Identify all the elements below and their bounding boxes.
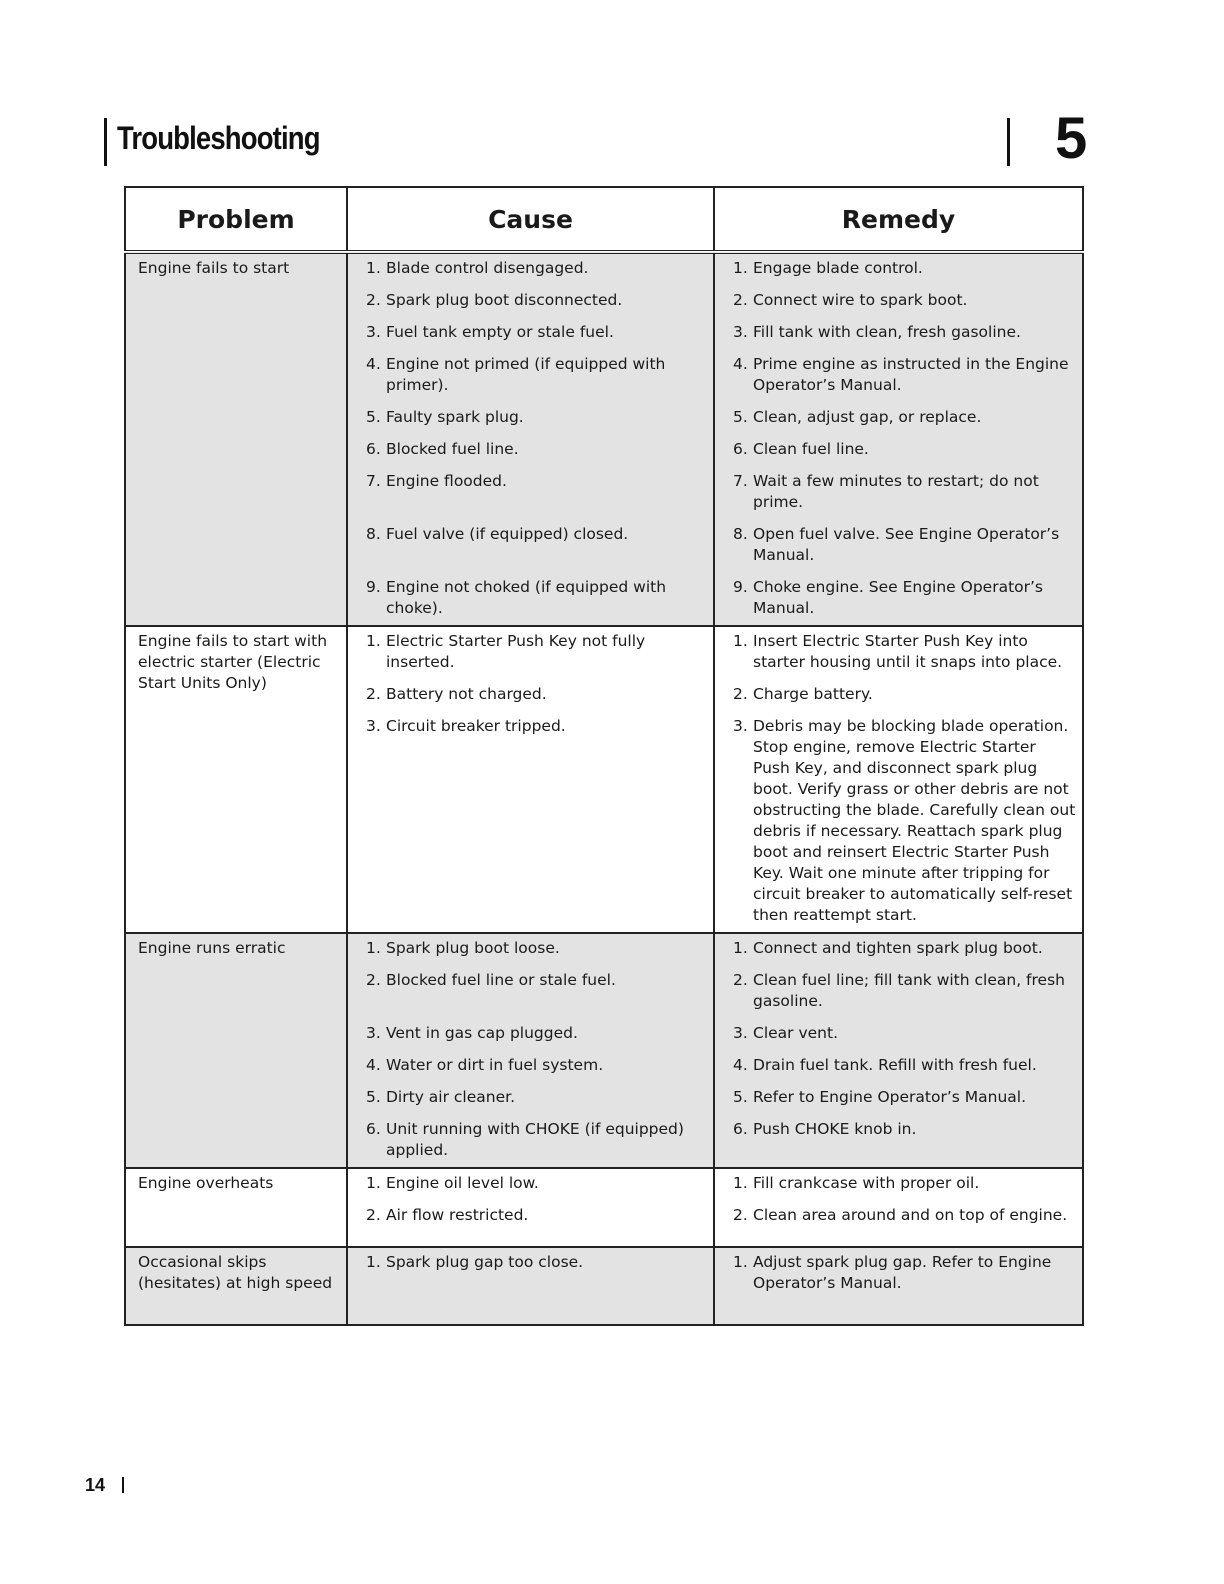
- list-item: [727, 1205, 1076, 1240]
- list-item: [727, 716, 1076, 926]
- cause-text: Dirty air cleaner.: [386, 1088, 515, 1106]
- remedy-text: Open fuel valve. See Engine Operator’s Manual.: [753, 525, 1060, 564]
- item-number: 6.: [733, 1120, 748, 1138]
- cause-cell: [347, 1247, 714, 1325]
- problem-cell: [125, 933, 347, 1168]
- list-item: [727, 1055, 1076, 1087]
- cause-text: Blocked fuel line or stale fuel.: [386, 971, 616, 989]
- cause-text: Electric Starter Push Key not fully inserted.: [386, 632, 646, 671]
- list-item: [360, 1205, 707, 1240]
- table-row: [125, 1247, 1083, 1325]
- cause-text: Fuel tank empty or stale fuel.: [386, 323, 614, 341]
- list-item: [360, 1119, 707, 1161]
- cause-cell: [347, 626, 714, 933]
- list-item: [727, 1252, 1076, 1318]
- list-item: [727, 577, 1076, 619]
- column-header-cause: Cause: [347, 187, 714, 252]
- remedy-cell: [714, 626, 1083, 933]
- list-item: [360, 631, 707, 684]
- item-number: 7.: [733, 472, 748, 490]
- table-header-row: [125, 187, 1083, 252]
- remedy-text: Clear vent.: [753, 1024, 839, 1042]
- list-item: [360, 258, 707, 290]
- item-number: 4.: [366, 355, 381, 373]
- item-number: 2.: [733, 1206, 748, 1224]
- cause-text: Engine flooded.: [386, 472, 507, 490]
- problem-text: Engine overheats: [138, 1174, 274, 1192]
- cause-text: Engine not primed (if equipped with primer).: [386, 355, 666, 394]
- item-number: 3.: [733, 717, 748, 735]
- remedy-cell: [714, 1247, 1083, 1325]
- problem-text: Occasional skips (hesitates) at high speed: [138, 1253, 333, 1292]
- list-item: [727, 938, 1076, 970]
- remedy-text: Debris may be blocking blade operation. Stop engine, remove Electric Starter Push Key, and disconnect spark plug boot. Verify grass or other debris are not obstructing the blade. Carefully clean out debris if necessary. Reattach spark plug boot and reinsert Electric Starter Push Key. Wait one minute after tripping for circuit breaker to automatically self-reset then reattempt start.: [753, 717, 1076, 924]
- item-number: 1.: [366, 1253, 381, 1271]
- item-number: 2.: [733, 685, 748, 703]
- list-item: [360, 1087, 707, 1119]
- item-number: 4.: [366, 1056, 381, 1074]
- item-number: 1.: [733, 1174, 748, 1192]
- remedy-text: Prime engine as instructed in the Engine Operator’s Manual.: [753, 355, 1069, 394]
- cause-cell: [347, 1168, 714, 1247]
- cause-cell: [347, 933, 714, 1168]
- cause-text: Blocked fuel line.: [386, 440, 519, 458]
- item-number: 1.: [733, 259, 748, 277]
- list-item: [360, 1252, 707, 1318]
- list-item: [360, 290, 707, 322]
- list-item: [727, 290, 1076, 322]
- page-title: Troubleshooting: [117, 120, 320, 156]
- item-number: 4.: [733, 1056, 748, 1074]
- list-item: [727, 1119, 1076, 1159]
- list-item: [727, 407, 1076, 439]
- page-number-value: 14: [85, 1475, 106, 1495]
- list-item: [360, 716, 707, 901]
- remedy-text: Wait a few minutes to restart; do not prime.: [753, 472, 1039, 511]
- remedy-text: Adjust spark plug gap. Refer to Engine Operator’s Manual.: [753, 1253, 1052, 1292]
- list-item: [360, 354, 707, 407]
- cause-text: Circuit breaker tripped.: [386, 717, 566, 735]
- item-number: 5.: [366, 1088, 381, 1106]
- list-item: [360, 439, 707, 471]
- item-number: 9.: [733, 578, 748, 596]
- problem-text: Engine fails to start with electric starter (Electric Start Units Only): [138, 632, 328, 692]
- remedy-text: Choke engine. See Engine Operator’s Manual.: [753, 578, 1044, 617]
- remedy-text: Refer to Engine Operator’s Manual.: [753, 1088, 1026, 1106]
- cause-text: Spark plug gap too close.: [386, 1253, 584, 1271]
- list-item: [360, 471, 707, 524]
- chapter-rule: [1007, 118, 1010, 166]
- item-number: 3.: [366, 323, 381, 341]
- table-row: [125, 1168, 1083, 1247]
- remedy-cell: [714, 933, 1083, 1168]
- remedy-list: [727, 1252, 1076, 1318]
- list-item: [360, 1055, 707, 1087]
- table-row: [125, 933, 1083, 1168]
- cause-text: Water or dirt in fuel system.: [386, 1056, 604, 1074]
- remedy-text: Clean area around and on top of engine.: [753, 1206, 1068, 1224]
- remedy-list: [727, 938, 1076, 1159]
- cause-text: Battery not charged.: [386, 685, 547, 703]
- cause-list: [360, 631, 707, 901]
- cause-text: Blade control disengaged.: [386, 259, 589, 277]
- item-number: 6.: [733, 440, 748, 458]
- list-item: [727, 471, 1076, 524]
- item-number: 1.: [366, 259, 381, 277]
- list-item: [727, 322, 1076, 354]
- item-number: 2.: [366, 291, 381, 309]
- page-number: [85, 1475, 124, 1496]
- list-item: [360, 684, 707, 716]
- list-item: [360, 407, 707, 439]
- remedy-list: [727, 1173, 1076, 1240]
- list-item: [360, 970, 707, 1023]
- problem-text: Engine runs erratic: [138, 939, 286, 957]
- remedy-text: Drain fuel tank. Refill with fresh fuel.: [753, 1056, 1037, 1074]
- list-item: [360, 938, 707, 970]
- remedy-text: Engage blade control.: [753, 259, 923, 277]
- remedy-list: [727, 631, 1076, 926]
- column-header-problem: Problem: [125, 187, 347, 252]
- cause-text: Vent in gas cap plugged.: [386, 1024, 578, 1042]
- list-item: [727, 439, 1076, 471]
- item-number: 1.: [366, 632, 381, 650]
- item-number: 4.: [733, 355, 748, 373]
- list-item: [727, 970, 1076, 1023]
- item-number: 1.: [366, 1174, 381, 1192]
- list-item: [360, 1173, 707, 1205]
- remedy-text: Fill tank with clean, fresh gasoline.: [753, 323, 1021, 341]
- item-number: 5.: [733, 1088, 748, 1106]
- list-item: [727, 1087, 1076, 1119]
- item-number: 3.: [366, 1024, 381, 1042]
- list-item: [727, 631, 1076, 684]
- list-item: [360, 1023, 707, 1055]
- list-item: [727, 1173, 1076, 1205]
- item-number: 6.: [366, 440, 381, 458]
- cause-text: Fuel valve (if equipped) closed.: [386, 525, 629, 543]
- item-number: 1.: [733, 632, 748, 650]
- item-number: 2.: [366, 971, 381, 989]
- remedy-cell: [714, 1168, 1083, 1247]
- page-number-rule: [122, 1477, 124, 1493]
- chapter-number: 5: [1055, 106, 1088, 171]
- problem-cell: [125, 1247, 347, 1325]
- list-item: [727, 1023, 1076, 1055]
- cause-text: Air flow restricted.: [386, 1206, 529, 1224]
- item-number: 5.: [366, 408, 381, 426]
- cause-list: [360, 258, 707, 619]
- problem-cell: [125, 1168, 347, 1247]
- remedy-cell: [714, 252, 1083, 626]
- list-item: [360, 524, 707, 577]
- list-item: [727, 354, 1076, 407]
- table-body: [125, 252, 1083, 1325]
- remedy-list: [727, 258, 1076, 619]
- cause-cell: [347, 252, 714, 626]
- problem-cell: [125, 626, 347, 933]
- item-number: 2.: [733, 291, 748, 309]
- list-item: [727, 684, 1076, 716]
- list-item: [727, 524, 1076, 577]
- remedy-text: Connect and tighten spark plug boot.: [753, 939, 1043, 957]
- remedy-text: Insert Electric Starter Push Key into starter housing until it snaps into place.: [753, 632, 1063, 671]
- list-item: [360, 577, 707, 619]
- cause-list: [360, 1173, 707, 1240]
- remedy-text: Clean fuel line; fill tank with clean, fresh gasoline.: [753, 971, 1065, 1010]
- troubleshooting-table: [124, 186, 1084, 1326]
- item-number: 3.: [733, 1024, 748, 1042]
- item-number: 8.: [733, 525, 748, 543]
- remedy-text: Clean fuel line.: [753, 440, 869, 458]
- item-number: 3.: [733, 323, 748, 341]
- item-number: 2.: [366, 685, 381, 703]
- item-number: 1.: [366, 939, 381, 957]
- item-number: 2.: [366, 1206, 381, 1224]
- item-number: 5.: [733, 408, 748, 426]
- cause-text: Engine not choked (if equipped with choke).: [386, 578, 667, 617]
- cause-list: [360, 1252, 707, 1318]
- item-number: 9.: [366, 578, 381, 596]
- item-number: 8.: [366, 525, 381, 543]
- table-row: [125, 626, 1083, 933]
- table-row: [125, 252, 1083, 626]
- remedy-text: Fill crankcase with proper oil.: [753, 1174, 980, 1192]
- remedy-text: Clean, adjust gap, or replace.: [753, 408, 982, 426]
- title-rule: [104, 118, 107, 166]
- problem-text: Engine fails to start: [138, 259, 290, 277]
- item-number: 2.: [733, 971, 748, 989]
- column-header-remedy: Remedy: [714, 187, 1083, 252]
- item-number: 6.: [366, 1120, 381, 1138]
- list-item: [727, 258, 1076, 290]
- item-number: 1.: [733, 1253, 748, 1271]
- item-number: 7.: [366, 472, 381, 490]
- list-item: [360, 322, 707, 354]
- cause-list: [360, 938, 707, 1161]
- cause-text: Unit running with CHOKE (if equipped) applied.: [386, 1120, 684, 1159]
- cause-text: Spark plug boot disconnected.: [386, 291, 623, 309]
- cause-text: Spark plug boot loose.: [386, 939, 560, 957]
- item-number: 3.: [366, 717, 381, 735]
- remedy-text: Connect wire to spark boot.: [753, 291, 968, 309]
- cause-text: Faulty spark plug.: [386, 408, 524, 426]
- problem-cell: [125, 252, 347, 626]
- item-number: 1.: [733, 939, 748, 957]
- remedy-text: Push CHOKE knob in.: [753, 1120, 917, 1138]
- cause-text: Engine oil level low.: [386, 1174, 539, 1192]
- remedy-text: Charge battery.: [753, 685, 873, 703]
